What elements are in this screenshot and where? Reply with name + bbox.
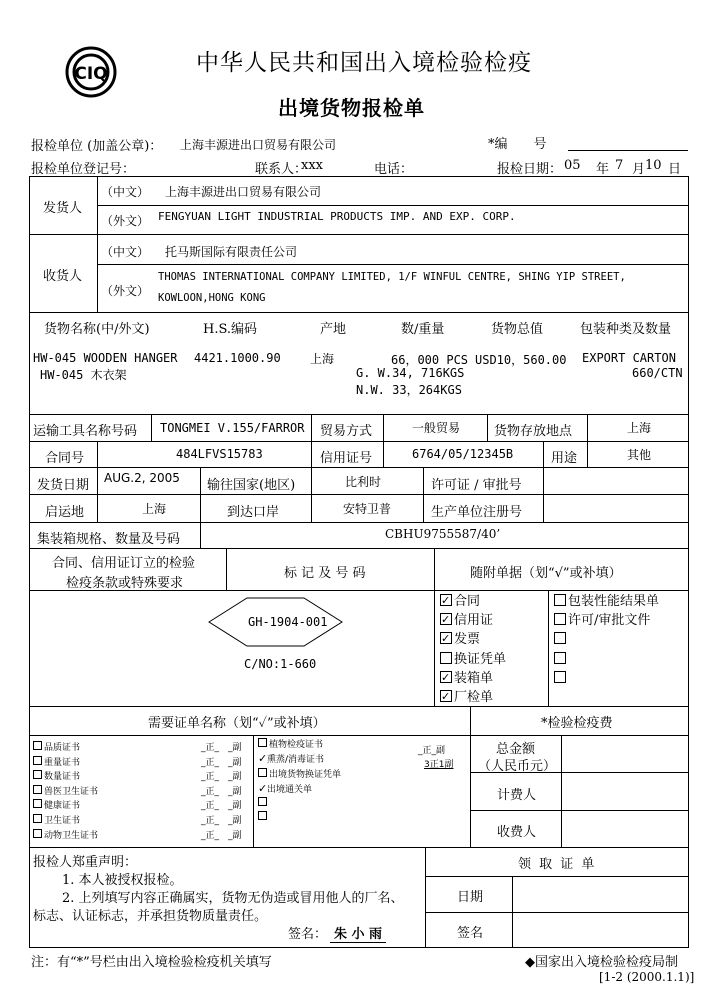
goods-origin[interactable]: 上海 [310, 352, 335, 366]
cert-veterinary[interactable] [33, 785, 248, 800]
declaration-line-2: 2. 上列填写内容正确属实，货物无伪造或冒用他人的厂名、 [62, 891, 404, 906]
trade-mode-value[interactable]: 一般贸易 [412, 421, 461, 435]
cert-health-copy-count[interactable]: _副 [228, 801, 242, 812]
cert-weight[interactable] [33, 756, 248, 771]
doc-lc[interactable] [440, 611, 506, 630]
dest-port-label: 到达口岸 [227, 505, 280, 520]
docs-label: 随附单据（划“√”或补填） [470, 566, 622, 581]
consignee-en-label: （外文） [101, 284, 150, 298]
cert-customs-clearance-check-icon[interactable]: ✓ [258, 781, 268, 795]
cert-animal-health-checkbox[interactable] [33, 829, 42, 838]
ciq-logo [64, 45, 118, 99]
producer-reg-label: 生产单位注册号 [431, 505, 523, 520]
logo-text: CIQ [74, 64, 108, 84]
clause-label-1: 合同、信用证订立的检验 [52, 556, 196, 571]
goods-packing-qty[interactable]: 660/CTN [632, 366, 683, 380]
cert-blank-1[interactable] [258, 797, 341, 811]
fee-person-field[interactable] [562, 773, 688, 809]
doc-factory-inspection-checkbox[interactable] [440, 690, 452, 702]
ship-date-label: 发货日期 [37, 478, 90, 493]
goods-name-cn[interactable]: HW-045 木衣架 [40, 368, 127, 382]
storage-value[interactable]: 上海 [627, 421, 652, 435]
cert-quality-original-count[interactable]: _正_ [201, 743, 220, 753]
cert-sanitary-checkbox[interactable] [33, 814, 42, 823]
shipping-mark-cno[interactable]: C/NO:1-660 [244, 657, 317, 671]
cert-weight-copy-count[interactable]: _副 [228, 757, 242, 768]
doc-blank-2[interactable] [554, 650, 659, 669]
contact-label: 联系人： [255, 162, 308, 177]
cert-health-checkbox[interactable] [33, 799, 42, 808]
cert-health-original-count[interactable]: _正_ [201, 801, 220, 812]
goods-net-weight[interactable]: N.W. 33，264KGS [356, 383, 462, 397]
consignee-cn-label: （中文） [101, 245, 150, 259]
goods-name-en[interactable]: HW-045 WOODEN HANGER [33, 351, 178, 365]
doc-packing-list-label: 装箱单 [454, 670, 494, 686]
consignee-label: 收货人 [43, 269, 83, 284]
transport-means-value[interactable]: TONGMEI V.155/FARROR [160, 421, 305, 435]
declaration-signature[interactable]: 朱 小 雨 [330, 923, 386, 943]
cert-exchange-voucher-checkbox[interactable] [258, 768, 267, 777]
cert-weight-checkbox[interactable] [33, 756, 42, 765]
goods-quantity[interactable]: 66，000 PCS [391, 353, 469, 367]
cert-customs-clearance[interactable] [258, 782, 341, 797]
doc-lc-label: 信用证 [454, 613, 494, 629]
cert-exchange-voucher[interactable] [258, 768, 341, 782]
use-value[interactable]: 其他 [627, 448, 652, 462]
declaration-sign-label: 签名： [288, 927, 328, 942]
clause-label-2: 检疫条款或特殊要求 [66, 576, 184, 591]
container-label: 集装箱规格、数量及号码 [37, 532, 181, 547]
shipping-mark-text[interactable]: GH-1904-001 [248, 615, 328, 629]
doc-exchange-label: 换证凭单 [454, 651, 507, 667]
cert-quality-copy-count[interactable]: _副 [228, 743, 242, 753]
doc-packing-list[interactable] [440, 669, 506, 688]
footer-code: [1-2 (2000.1.1)] [599, 970, 695, 984]
goods-header-origin: 产地 [320, 322, 347, 337]
shipper-en-label: （外文） [101, 214, 150, 228]
doc-permit[interactable] [554, 611, 659, 630]
receipt-date-field[interactable] [513, 877, 688, 911]
total-amount-label: 总金额 [496, 742, 536, 757]
cert-weight-label: 重量证书 [44, 757, 81, 768]
footer-note: 注：有“*”号栏由出入境检验检疫机关填写 [31, 955, 272, 970]
shipper-en-value[interactable]: FENGYUAN LIGHT INDUSTRIAL PRODUCTS IMP. AND EXP. CORP. [158, 210, 516, 223]
cert-veterinary-label: 兽医卫生证书 [44, 786, 99, 797]
fee-header: *检验检疫费 [541, 716, 613, 731]
fee-person-label: 计费人 [497, 788, 537, 803]
doc-blank-1-checkbox[interactable] [554, 632, 566, 644]
cert-phytosanitary-label: 植物检疫证书 [269, 740, 324, 750]
consignee-cn-value[interactable]: 托马斯国际有限责任公司 [165, 245, 298, 259]
cert-fumigation-check-icon[interactable]: ✓ [258, 752, 268, 766]
cert-blank-2-checkbox[interactable] [258, 811, 267, 820]
ship-date-value[interactable]: AUG.2, 2005 [104, 471, 180, 485]
goods-packing[interactable]: EXPORT CARTON [582, 351, 676, 365]
consignee-en-value-2[interactable]: KOWLOON,HONG KONG [158, 292, 266, 304]
cert-quantity[interactable] [33, 770, 248, 785]
cert-animal-health-original-count[interactable]: _正_ [201, 830, 220, 841]
receipt-sign-field[interactable] [513, 913, 688, 947]
doc-packing-performance-label: 包装性能结果单 [568, 594, 660, 609]
declaration-line-1: 1. 本人被授权报检。 [62, 873, 183, 888]
total-amount-field[interactable] [562, 736, 688, 771]
number-label: *编 号 [488, 137, 547, 152]
cert-customs-clearance-label: 出境通关单 [267, 784, 313, 795]
doc-factory-inspection-label: 厂检单 [454, 690, 494, 706]
use-label: 用途 [551, 451, 578, 466]
collector-field[interactable] [562, 811, 688, 846]
cert-veterinary-original-count[interactable]: _正_ [201, 786, 220, 797]
dest-country-label: 输往国家(地区) [207, 478, 296, 493]
doc-contract-checkbox[interactable] [440, 594, 452, 606]
certs-list-right [258, 738, 341, 826]
goods-hs-code[interactable]: 4421.1000.90 [194, 351, 281, 365]
contact-value[interactable]: xxx [301, 158, 323, 173]
receipt-title: 领 取 证 单 [518, 857, 597, 872]
total-amount-unit: （人民币元） [478, 759, 557, 774]
cert-health[interactable] [33, 799, 248, 814]
cert-exchange-voucher-label: 出境货物换证凭单 [269, 769, 342, 780]
cert-quality-checkbox[interactable] [33, 741, 42, 750]
date-day[interactable]: 10 [645, 158, 662, 173]
cert-sanitary[interactable] [33, 814, 248, 829]
cert-blank-2[interactable] [258, 811, 341, 825]
goods-header-packing: 包装种类及数量 [580, 322, 672, 337]
date-year-unit: 年 [596, 162, 610, 177]
doc-packing-performance[interactable] [554, 592, 659, 611]
goods-gross-weight[interactable]: G. W.34, 716KGS [356, 366, 465, 380]
origin-port-label: 启运地 [45, 505, 85, 520]
cert-veterinary-copy-count[interactable]: _副 [228, 786, 242, 797]
cert-blank-1-checkbox[interactable] [258, 797, 267, 806]
doc-permit-label: 许可/审批文件 [568, 613, 651, 629]
goods-header-hs: H.S.编码 [203, 322, 258, 337]
cert-fumigation-label: 熏蒸/消毒证书 [267, 755, 325, 766]
reg-label: 报检单位登记号： [31, 162, 136, 177]
doc-packing-performance-checkbox[interactable] [554, 594, 566, 606]
cert-quantity-original-count[interactable]: _正_ [201, 772, 220, 783]
cert-sanitary-copy-count[interactable]: _副 [228, 815, 242, 826]
doc-factory-inspection[interactable] [440, 688, 506, 707]
cert-quantity-copy-count[interactable]: _副 [228, 772, 242, 783]
attached-docs-list-right [554, 592, 659, 688]
cert-sanitary-label: 卫生证书 [44, 815, 81, 826]
certs-header: 需要证单名称（划“✓”或补填） [148, 716, 326, 731]
cert-fumigation-count[interactable]: 3正1副 [424, 760, 454, 770]
container-value[interactable]: CBHU9755587/40’ [385, 527, 501, 541]
doc-exchange[interactable] [440, 650, 506, 669]
cert-weight-original-count[interactable]: _正_ [201, 757, 220, 768]
origin-port-value[interactable]: 上海 [142, 502, 167, 516]
shipper-label: 发货人 [43, 201, 83, 216]
cert-quality[interactable] [33, 741, 248, 756]
attached-docs-list [440, 592, 506, 707]
form-subtitle: 出境货物报检单 [278, 96, 425, 120]
goods-total-value[interactable]: USD10，560.00 [475, 353, 567, 367]
number-field[interactable] [568, 150, 688, 151]
certs-list-left [33, 741, 248, 843]
goods-header-qty: 数/重量 [401, 322, 445, 337]
date-year[interactable]: 05 [564, 158, 581, 173]
footer-org: ◆国家出入境检验检疫局制 [525, 955, 678, 970]
receipt-date-label: 日期 [457, 890, 484, 905]
doc-invoice-label: 发票 [454, 632, 481, 648]
goods-header-name: 货物名称(中/外文) [44, 322, 150, 337]
declaration-title: 报检人郑重声明： [33, 855, 138, 870]
shipper-cn-value[interactable]: 上海丰源进出口贸易有限公司 [165, 185, 322, 199]
dest-port-value[interactable]: 安特卫普 [343, 502, 392, 516]
shipper-cn-label: （中文） [101, 185, 150, 199]
applicant-label: 报检单位 (加盖公章)： [31, 139, 163, 154]
doc-invoice[interactable] [440, 630, 506, 649]
cert-quantity-label: 数量证书 [44, 772, 81, 783]
doc-blank-3[interactable] [554, 669, 659, 688]
transport-means-label: 运输工具名称号码 [33, 424, 138, 439]
applicant-value[interactable]: 上海丰源进出口贸易有限公司 [180, 138, 337, 152]
cert-veterinary-checkbox[interactable] [33, 785, 42, 794]
doc-contract-label: 合同 [454, 594, 481, 609]
date-month[interactable]: 7 [615, 158, 624, 173]
lc-label: 信用证号 [320, 451, 373, 466]
date-label: 报检日期： [497, 162, 563, 177]
date-day-unit: 日 [668, 162, 682, 177]
doc-permit-checkbox[interactable] [554, 613, 566, 625]
storage-label: 货物存放地点 [494, 424, 573, 439]
date-month-unit: 月 [632, 162, 646, 177]
doc-blank-2-checkbox[interactable] [554, 652, 566, 664]
marks-label: 标 记 及 号 码 [284, 566, 366, 581]
lc-value[interactable]: 6764/05/12345B [412, 447, 514, 461]
cert-phytosanitary[interactable] [258, 738, 341, 752]
cert-animal-health-copy-count[interactable]: _副 [228, 830, 242, 841]
consignee-en-value-1[interactable]: THOMAS INTERNATIONAL COMPANY LIMITED, 1/F WINFUL CENTRE, SHING YIP STREET, [158, 271, 626, 283]
declaration-line-3: 标志、认证标志，并承担货物质量责任。 [33, 909, 268, 924]
doc-contract[interactable] [440, 592, 506, 611]
doc-blank-1[interactable] [554, 630, 659, 649]
permit-label: 许可证 / 审批号 [431, 478, 522, 493]
doc-exchange-checkbox[interactable] [440, 652, 452, 664]
dest-country-value[interactable]: 比利时 [345, 475, 382, 489]
doc-packing-list-checkbox[interactable] [440, 671, 452, 683]
doc-blank-3-checkbox[interactable] [554, 671, 566, 683]
contract-value[interactable]: 484LFVS15783 [176, 447, 263, 461]
contract-label: 合同号 [45, 451, 85, 466]
cert-animal-health[interactable] [33, 829, 248, 844]
cert-fumigation[interactable] [258, 752, 341, 767]
form-title: 中华人民共和国出入境检验检疫 [196, 50, 532, 76]
phone-label: 电话： [374, 162, 414, 177]
goods-header-value: 货物总值 [491, 322, 544, 337]
cert-animal-health-label: 动物卫生证书 [44, 830, 99, 841]
doc-invoice-checkbox[interactable] [440, 632, 452, 644]
cert-phytosanitary-checkbox[interactable] [258, 738, 267, 747]
cert-phytosanitary-count[interactable]: _正_副 [418, 746, 446, 756]
cert-sanitary-original-count[interactable]: _正_ [201, 815, 220, 826]
cert-quantity-checkbox[interactable] [33, 770, 42, 779]
trade-mode-label: 贸易方式 [320, 424, 373, 439]
cert-quality-label: 品质证书 [44, 743, 81, 753]
cert-health-label: 健康证书 [44, 801, 81, 812]
collector-label: 收费人 [497, 825, 537, 840]
receipt-sign-label: 签名 [457, 926, 484, 941]
doc-lc-checkbox[interactable] [440, 613, 452, 625]
